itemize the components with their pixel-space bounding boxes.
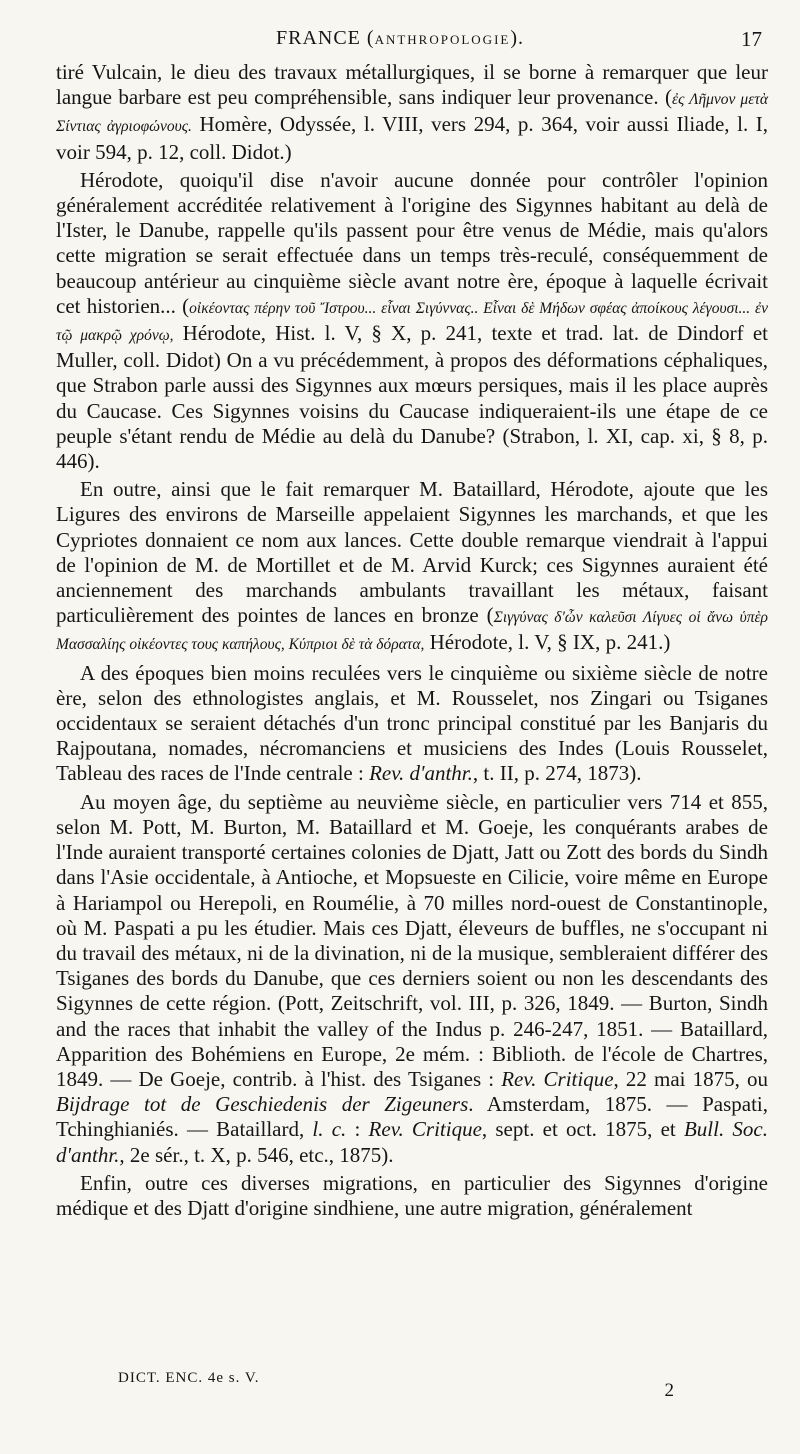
title-main: FRANCE ( xyxy=(275,27,375,49)
article-body xyxy=(56,60,768,1224)
text-run: , t. II, p. 274, 1873). xyxy=(472,761,642,786)
italic-reference: Rev. Critique xyxy=(368,1117,482,1142)
italic-reference: Bull. Soc. d'anthr. xyxy=(56,1117,768,1167)
text-run: , 2e sér., t. X, p. 546, etc., 1875). xyxy=(119,1142,394,1167)
greek-quotation: ἐς Λῆμνον μετὰ Σίντιας ἀγριοφώνους. xyxy=(56,91,768,136)
text-run: , sept. et oct. 1875, et xyxy=(481,1117,684,1142)
italic-reference: Bijdrage tot de Geschiedenis der Zigeuners xyxy=(56,1092,469,1117)
text-run: tiré Vulcain, le dieu des travaux métallurgiques, il se borne à remarquer que leur langue barbare est peu compréhensible, sans indiquer leur provenance. ( xyxy=(56,60,768,110)
text-run: Homère, Odyssée, l. VIII, vers 294, p. 364, voir aussi Iliade, l. I, voir 594, p. 12, coll. Didot.) xyxy=(56,112,768,164)
running-header xyxy=(0,27,800,53)
title-end: ). xyxy=(510,27,525,49)
text-run: Au moyen âge, du septième au neuvième siècle, en particulier vers 714 et 855, selon M. Pott, M. Burton, M. Bataillard et M. Goeje, les conquérants arabes de l'Inde auraient transporté certaines colonies de Djatt, Jatt ou Zott des bords du Sindh dans l'Asie occidentale, à Antioche, et Mopsueste en Cilicie, voire même en Europe à Hariampol ou Herepoli, en Roumélie, à 70 milles nord-ouest de Constantinople, où M. Paspati a pu les étudier. Mais ces Djatt, éleveurs de buffles, ne s'occupant ni du travail des métaux, ni de la divination, ni de la musique, sembleraient différer des Tsiganes des bords du Danube, que ces derniers soient ou non les descendants des Sigynnes de cette région. (Pott, Zeitschrift, vol. III, p. 326, 1849. — Burton, Sindh and the races that inhabit the valley of the Indus p. 246-247, 1851. — Bataillard, Apparition des Bohémiens en Europe, 2e mém. : Biblioth. de l'école de Chartres, 1849. — De Goeje, contrib. à l'hist. des Tsiganes : xyxy=(56,789,768,1091)
text-run: En outre, ainsi que le fait remarquer M. Bataillard, Hérodote, ajoute que les Ligures des environs de Marseille appelaient Sigynnes les marchands, et que les Cypriotes donnaient ce nom aux lances. Cette double remarque viendrait à l'appui de l'opinion de M. de Mortillet et de M. Arvid Kurck; ces Sigynnes auraient été anciennement des marchands ambulants travaillant les métaux, faisant particulièrement des pointes de lances en bronze ( xyxy=(56,477,768,628)
paragraph xyxy=(56,790,768,1168)
running-title xyxy=(0,27,800,50)
text-run: Hérodote, quoiqu'il dise n'avoir aucune donnée pour contrôler l'opinion généralement accréditée relativement à l'origine des Sigynnes habitant au delà de l'Ister, le Danube, rappelle qu'ils passent pour être venus de Médie, mais qu'alors cette migration se serait effectuée dans un temps très-reculé, conséquemment de beaucoup antérieur au cinquième siècle avant notre ère, époque à laquelle écrivait cet historien... ( xyxy=(56,167,768,318)
page-footer xyxy=(0,1370,800,1400)
paragraph xyxy=(56,168,768,474)
text-run: A des époques bien moins reculées vers le cinquième ou sixième siècle de notre ère, selon des ethnologistes anglais, et M. Rousselet, nos Zingari ou Tsiganes occidentaux se seraient détachés d'un tronc principal constitué par les Banjaris du Rajpoutana, nomades, nécromanciens et musiciens des Indes (Louis Rousselet, Tableau des races de l'Inde centrale : xyxy=(56,660,768,786)
page-number: 17 xyxy=(741,27,762,51)
text-run: . Amsterdam, 1875. — Paspati, Tchinghianiés. — Bataillard, xyxy=(56,1092,769,1142)
italic-reference: Rev. d'anthr. xyxy=(369,761,473,786)
italic-reference: Rev. Critique xyxy=(501,1066,614,1091)
title-subject: ANTHROPOLOGIE xyxy=(374,32,511,47)
text-run: Hérodote, Hist. l. V, § X, p. 241, texte et trad. lat. de Dindorf et Muller, coll. Didot) On a vu précédemment, à propos des déformations céphaliques, que Strabon parle aussi des Sigynnes aux mœurs persiques, mais il les place auprès du Caucase. Ces Sigynnes voisins du Caucase indiqueraient-ils une étape de ce peuple s'étant rendu de Médie au delà du Danube? (Strabon, l. XI, cap. xi, § 8, p. 446). xyxy=(56,321,768,474)
italic-reference: l. c. xyxy=(312,1117,347,1142)
paragraph xyxy=(56,1171,768,1221)
text-run: , 22 mai 1875, ou xyxy=(613,1066,769,1091)
paragraph xyxy=(56,60,768,165)
greek-quotation: οἰκέοντας πέρην τοῦ Ἴστρου... εἶναι Σιγύννας.. Εἶναι δὲ Μήδων σφέας ἀποίκους λέγουσι... ἐν τῷ μακρῷ χρόνῳ, xyxy=(56,299,768,345)
sheet-number: 2 xyxy=(664,1380,674,1401)
greek-quotation: Σιγγύνας δ'ὦν καλεῦσι Λίγυες οἱ ἄνω ὑπὲρ Μασσαλίης οἰκέοντες τους καπήλους, Κύπριοι δὲ τὰ δόρατα, xyxy=(56,609,769,654)
text-run: Hérodote, l. V, § IX, p. 241.) xyxy=(424,630,671,655)
signature-mark: DICT. ENC. 4e s. V. xyxy=(118,1370,260,1386)
text-run: Enfin, outre ces diverses migrations, en particulier des Sigynnes d'origine médique et des Djatt d'origine sindhiene, une autre migration, généralement xyxy=(56,1170,768,1220)
paragraph xyxy=(56,477,768,657)
paragraph xyxy=(56,661,768,787)
text-run: : xyxy=(346,1117,369,1142)
